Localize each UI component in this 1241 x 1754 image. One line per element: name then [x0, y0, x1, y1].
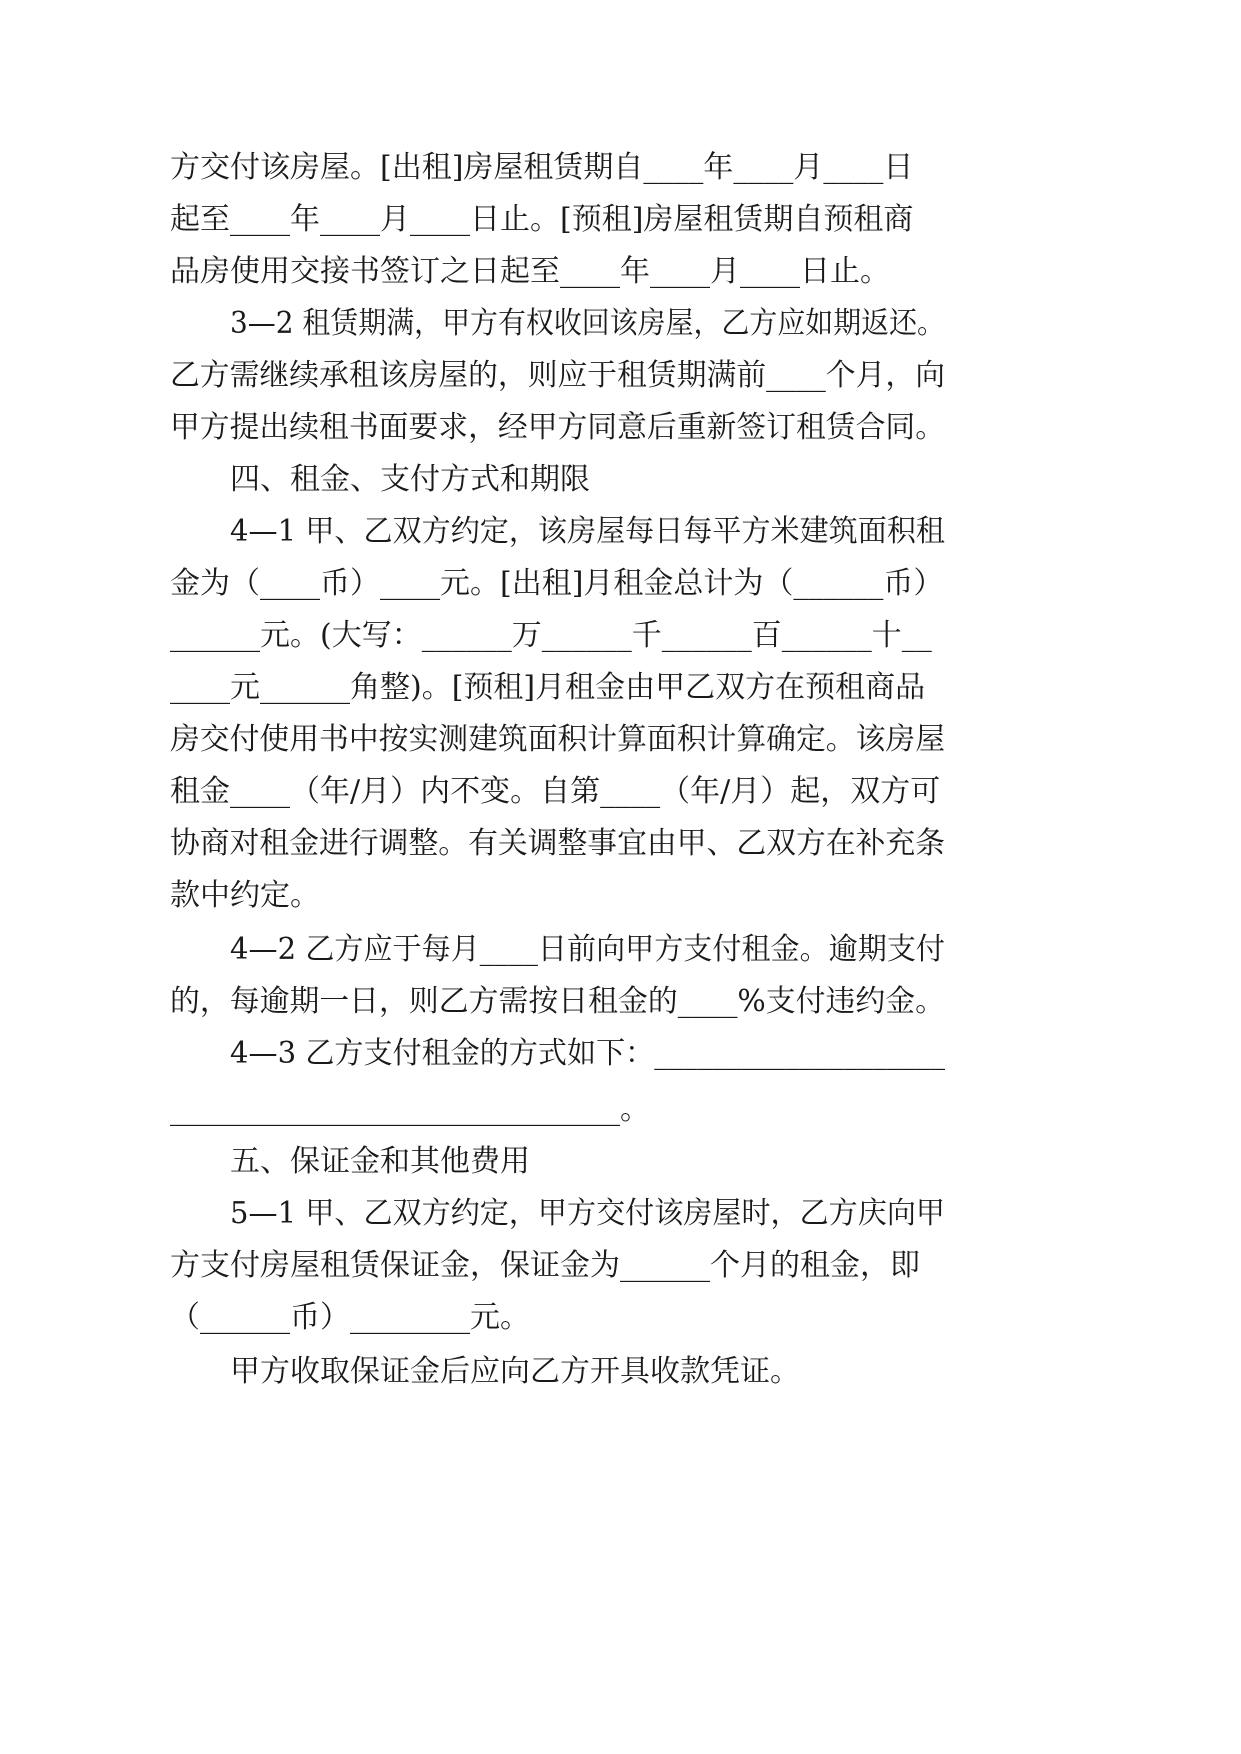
text-line — [0, 1082, 1241, 1138]
line-text: 款中约定。 — [170, 878, 320, 913]
line-text: 4—2 乙方应于每月____日前向甲方支付租金。逾期支付 — [230, 932, 945, 967]
text-line — [0, 296, 1241, 352]
line-text: 协商对租金进行调整。有关调整事宜由甲、乙双方在补充条 — [170, 826, 945, 861]
text-line — [0, 1238, 1241, 1294]
section-heading-text: 五、保证金和其他费用 — [230, 1144, 530, 1179]
text-line — [0, 974, 1241, 1030]
line-text: 起至____年____月____日止。[预租]房屋租赁期自预租商 — [170, 202, 914, 237]
line-text: 4—1 甲、乙双方约定，该房屋每日每平方米建筑面积租 — [230, 514, 945, 549]
line-text: 3—2 租赁期满，甲方有权收回该房屋，乙方应如期返还。 — [230, 306, 945, 341]
line-text: 方支付房屋租赁保证金，保证金为______个月的租金，即 — [170, 1248, 920, 1283]
line-text: ____元______角整)。[预租]月租金由甲乙双方在预租商品 — [170, 670, 926, 705]
line-text: 5—1 甲、乙双方约定，甲方交付该房屋时，乙方庆向甲 — [230, 1196, 945, 1231]
line-text: （______币）________元。 — [170, 1300, 530, 1335]
text-line — [0, 1186, 1241, 1242]
text-line — [0, 816, 1241, 872]
text-line — [0, 504, 1241, 560]
text-line — [0, 556, 1241, 612]
line-text: 的，每逾期一日，则乙方需按日租金的____%支付违约金。 — [170, 984, 945, 1019]
text-line — [0, 140, 1241, 196]
text-line — [0, 244, 1241, 300]
section-heading — [0, 452, 1241, 508]
text-line — [0, 608, 1241, 664]
text-line — [0, 764, 1241, 820]
text-line — [0, 712, 1241, 768]
text-line — [0, 192, 1241, 248]
line-text: 品房使用交接书签订之日起至____年____月____日止。 — [170, 254, 890, 289]
line-text: 甲方收取保证金后应向乙方开具收款凭证。 — [230, 1354, 800, 1389]
line-text: 租金____（年/月）内不变。自第____（年/月）起，双方可 — [170, 774, 941, 809]
text-line — [0, 348, 1241, 404]
line-text: 乙方需继续承租该房屋的，则应于租赁期满前____个月，向 — [170, 358, 945, 393]
text-line — [0, 1290, 1241, 1346]
text-line — [0, 1344, 1241, 1400]
section-heading — [0, 1134, 1241, 1190]
text-line — [0, 1026, 1241, 1082]
line-text: ______元。(大写：______万______千______百______十__ — [170, 618, 932, 653]
line-text: 4—3 乙方支付租金的方式如下：____________________ — [230, 1036, 945, 1071]
line-text: 方交付该房屋。[出租]房屋租赁期自____年____月____日 — [170, 150, 914, 185]
text-line — [0, 868, 1241, 924]
text-line — [0, 922, 1241, 978]
line-text: 房交付使用书中按实测建筑面积计算面积计算确定。该房屋 — [170, 722, 945, 757]
line-text: 金为（____币）____元。[出租]月租金总计为（______币） — [170, 566, 944, 601]
text-line — [0, 660, 1241, 716]
section-heading-text: 四、租金、支付方式和期限 — [230, 462, 590, 497]
text-line — [0, 400, 1241, 456]
line-text: 甲方提出续租书面要求，经甲方同意后重新签订租赁合同。 — [170, 410, 945, 445]
line-text: ______________________________。 — [170, 1092, 650, 1127]
